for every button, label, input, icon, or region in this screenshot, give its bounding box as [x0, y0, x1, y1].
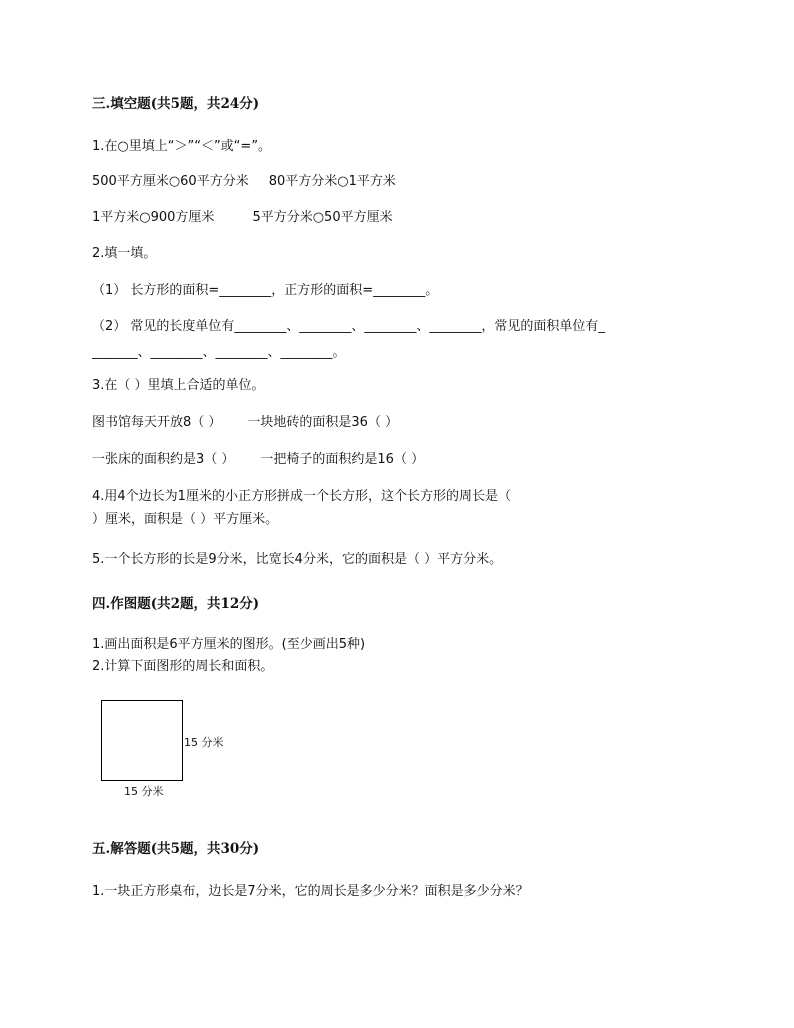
q4-line2: ）厘米，面积是（ ）平方厘米。 [92, 512, 279, 527]
q2-item2-line1: （2） 常见的长度单位有________、________、________、________，常见的面积单位有_ [92, 319, 605, 334]
s4-q2: 2.计算下面图形的周长和面积。 [92, 659, 274, 674]
q3-row2-right: 一把椅子的面积约是16（ ） [260, 452, 425, 467]
q1-row2 [92, 210, 393, 226]
q4-line1: 4.用4个边长为1厘米的小正方形拼成一个长方形，这个长方形的周长是（ [92, 489, 511, 504]
q2-prompt: 2.填一填。 [92, 246, 157, 261]
q3-row1-right: 一块地砖的面积是36（ ） [247, 415, 399, 430]
q1-row2-right: 5平方分米○50平方厘米 [252, 210, 393, 225]
section3-heading: 三.填空题(共5题，共24分) [92, 96, 260, 112]
square-bottom-label: 15 分米 [124, 785, 164, 798]
q3-row2-left: 一张床的面积约是3（ ） [92, 452, 235, 467]
square-figure [101, 700, 183, 781]
square-side-label: 15 分米 [184, 736, 224, 749]
q1-row1 [92, 174, 396, 190]
s5-q1: 1.一块正方形桌布，边长是7分米，它的周长是多少分米？面积是多少分米？ [92, 884, 529, 899]
section4-heading: 四.作图题(共2题，共12分) [92, 596, 260, 612]
q1-row1-right: 80平方分米○1平方米 [268, 174, 396, 189]
q2-item2-line2: _______、________、________、________。 [92, 345, 346, 360]
s4-q1: 1.画出面积是6平方厘米的图形。(至少画出5种) [92, 637, 366, 652]
q2-item1: （1） 长方形的面积=________，正方形的面积=________。 [92, 283, 439, 298]
q1-row1-left: 500平方厘米○60平方分米 [92, 174, 249, 189]
q3-row1-left: 图书馆每天开放8（ ） [92, 415, 222, 430]
q1-prompt: 1.在○里填上“＞”“＜”或“=”。 [92, 139, 272, 154]
q3-row2 [92, 452, 424, 468]
section5-heading: 五.解答题(共5题，共30分) [92, 841, 260, 857]
q3-row1 [92, 415, 398, 431]
q5-text: 5.一个长方形的长是9分米，比宽长4分米，它的面积是（ ）平方分米。 [92, 552, 503, 567]
q3-prompt: 3.在（ ）里填上合适的单位。 [92, 378, 265, 393]
q1-row2-left: 1平方米○900方厘米 [92, 210, 215, 225]
